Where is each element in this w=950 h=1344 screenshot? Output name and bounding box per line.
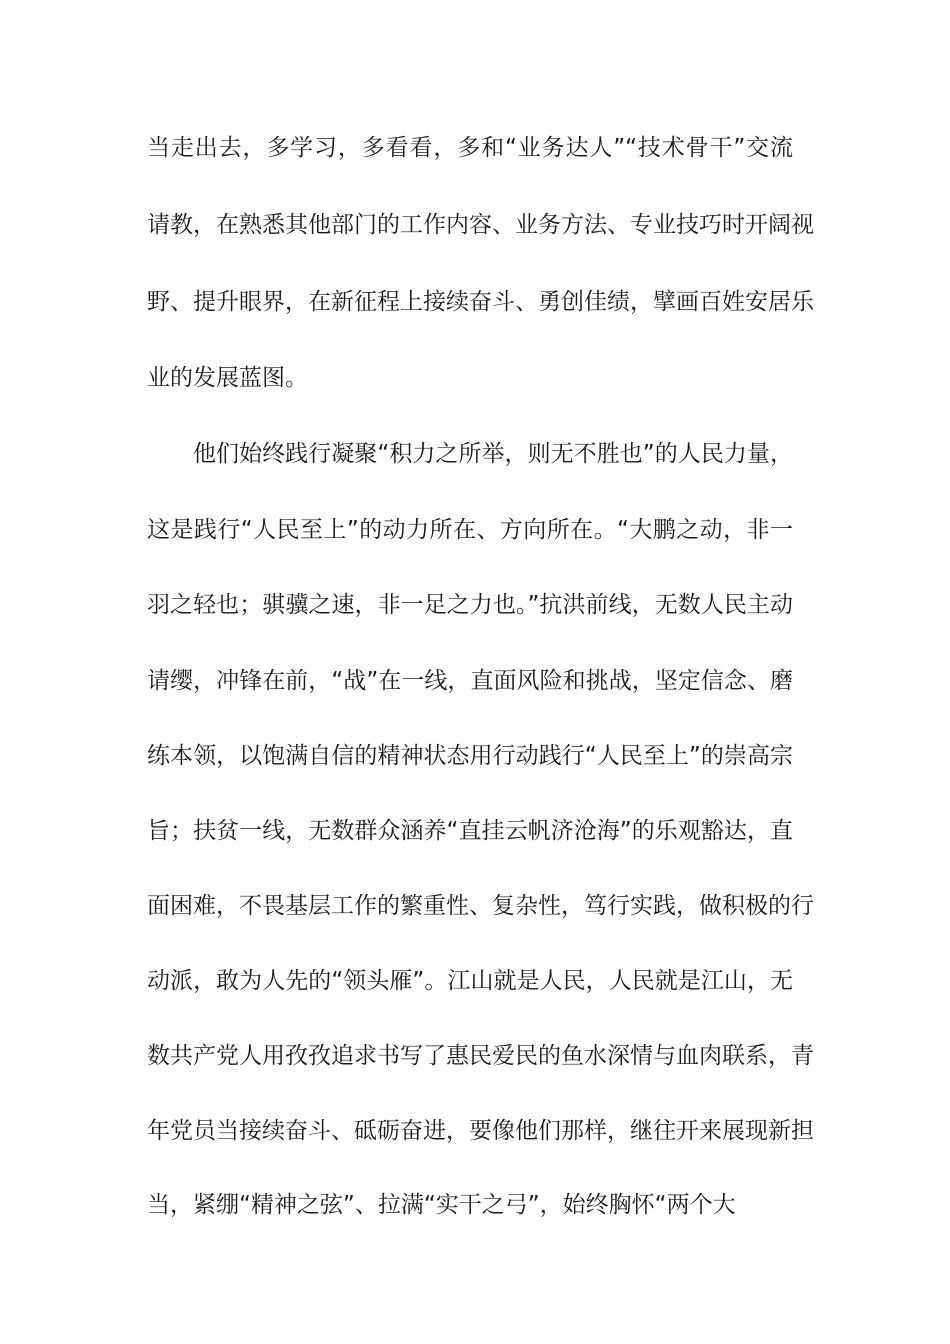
text-line-5: 他们始终践行凝聚“积力之所举，则无不胜也”的人民力量， <box>193 441 793 467</box>
text-line-14: 年党员当接续奋斗、砥砺奋进，要像他们那样，继往开来展现新担 <box>147 1118 814 1144</box>
text-line-9: 练本领，以饱满自信的精神状态用行动践行“人民至上”的崇高宗 <box>147 743 793 769</box>
text-line-13: 数共产党人用孜孜追求书写了惠民爱民的鱼水深情与血肉联系，青 <box>147 1043 814 1069</box>
text-line-12: 动派，敢为人先的“领头雁”。江山就是人民，人民就是江山，无 <box>147 968 793 994</box>
text-line-1: 当走出去，多学习，多看看，多和“业务达人”“技术骨干”交流 <box>147 135 793 161</box>
text-line-15: 当，紧绷“精神之弦”、拉满“实干之弓”，始终胸怀“两个大 <box>147 1192 736 1218</box>
text-line-10: 旨；扶贫一线，无数群众涵养“直挂云帆济沧海”的乐观豁达，直 <box>147 818 793 844</box>
text-line-7: 羽之轻也；骐骥之速，非一足之力也。”抗洪前线，无数人民主动 <box>147 592 793 618</box>
text-line-4: 业的发展蓝图。 <box>147 365 308 391</box>
text-line-11: 面困难，不畏基层工作的繁重性、复杂性，笃行实践，做积极的行 <box>147 893 814 919</box>
text-line-3: 野、提升眼界，在新征程上接续奋斗、勇创佳绩，擘画百姓安居乐 <box>147 289 814 315</box>
text-line-8: 请缨，冲锋在前，“战”在一线，直面风险和挑战，坚定信念、磨 <box>147 668 793 694</box>
text-line-6: 这是践行“人民至上”的动力所在、方向所在。“大鹏之动，非一 <box>147 517 793 543</box>
text-line-2: 请教，在熟悉其他部门的工作内容、业务方法、专业技巧时开阔视 <box>147 212 814 238</box>
